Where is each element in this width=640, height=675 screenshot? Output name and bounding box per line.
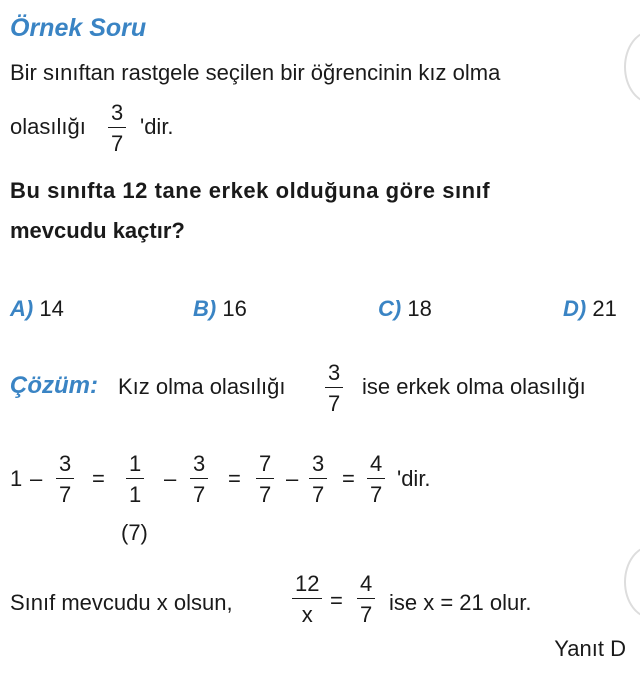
minus-sign: – (164, 466, 177, 491)
fraction-denominator: 7 (360, 602, 373, 627)
fraction-12-x (292, 573, 322, 626)
option-d-letter: D) (563, 296, 587, 321)
fraction-denominator: 7 (111, 131, 124, 156)
solution-line-3-suffix: ise x = 21 olur. (389, 590, 532, 615)
option-c-letter: C) (378, 296, 402, 321)
solution-line-1-suffix: ise erkek olma olasılığı (362, 374, 586, 399)
option-c-value: 18 (407, 296, 432, 321)
option-d (563, 296, 617, 322)
fraction-4-7 (367, 453, 385, 506)
solution-fraction (325, 362, 343, 415)
fraction-numerator: 4 (370, 451, 383, 476)
fraction-7-7 (256, 453, 274, 506)
problem-line-2-suffix: 'dir. (140, 114, 174, 139)
fraction-denominator: x (301, 602, 313, 627)
fraction-1-1 (126, 453, 144, 506)
answer-label: Yanıt D (554, 636, 626, 661)
minus-sign: – (30, 466, 43, 491)
fraction-denominator: 7 (370, 482, 383, 507)
fraction-denominator: 7 (59, 482, 72, 507)
question-line-2: mevcudu kaçtır? (10, 218, 185, 243)
fraction-numerator: 12 (295, 571, 320, 596)
example-title: Örnek Soru (10, 14, 147, 42)
fraction-denominator: 7 (193, 482, 206, 507)
option-c (378, 296, 432, 322)
option-a (10, 296, 64, 322)
fraction-numerator: 7 (259, 451, 272, 476)
question-line-1: Bu sınıfta 12 tane erkek olduğuna göre sınıf (10, 178, 491, 203)
fraction-3-7 (56, 453, 74, 506)
page-edge-decoration (624, 30, 640, 104)
fraction-denominator: 7 (312, 482, 325, 507)
option-b (193, 296, 247, 322)
equals-sign: = (228, 466, 241, 491)
equals-sign: = (92, 466, 105, 491)
solution-line-3-prefix: Sınıf mevcudu x olsun, (10, 590, 233, 615)
fraction-numerator: 3 (59, 451, 72, 476)
fraction-3-7 (190, 453, 208, 506)
fraction-4-7 (357, 573, 375, 626)
fraction-numerator: 3 (193, 451, 206, 476)
page-edge-decoration (624, 545, 640, 619)
fraction-numerator: 3 (111, 100, 124, 125)
multiplier-label: (7) (121, 520, 148, 545)
fraction-3-7 (309, 453, 327, 506)
fraction-denominator: 7 (259, 482, 272, 507)
problem-line-2-prefix: olasılığı (10, 114, 86, 139)
option-b-letter: B) (193, 296, 217, 321)
probability-fraction (108, 102, 126, 155)
option-b-value: 16 (222, 296, 247, 321)
option-d-value: 21 (592, 296, 617, 321)
fraction-denominator: 7 (328, 391, 341, 416)
minus-sign: – (286, 466, 299, 491)
equation-one: 1 (10, 466, 23, 491)
fraction-numerator: 3 (328, 360, 341, 385)
option-a-value: 14 (39, 296, 64, 321)
solution-label: Çözüm: (10, 372, 98, 399)
fraction-numerator: 1 (129, 451, 142, 476)
fraction-numerator: 4 (360, 571, 373, 596)
fraction-denominator: 1 (129, 482, 142, 507)
equation-suffix: 'dir. (397, 466, 431, 491)
equals-sign: = (342, 466, 355, 491)
problem-line-1: Bir sınıftan rastgele seçilen bir öğrencinin kız olma (10, 60, 501, 85)
option-a-letter: A) (10, 296, 34, 321)
solution-line-1-prefix: Kız olma olasılığı (118, 374, 286, 399)
equals-sign: = (330, 588, 343, 613)
fraction-numerator: 3 (312, 451, 325, 476)
